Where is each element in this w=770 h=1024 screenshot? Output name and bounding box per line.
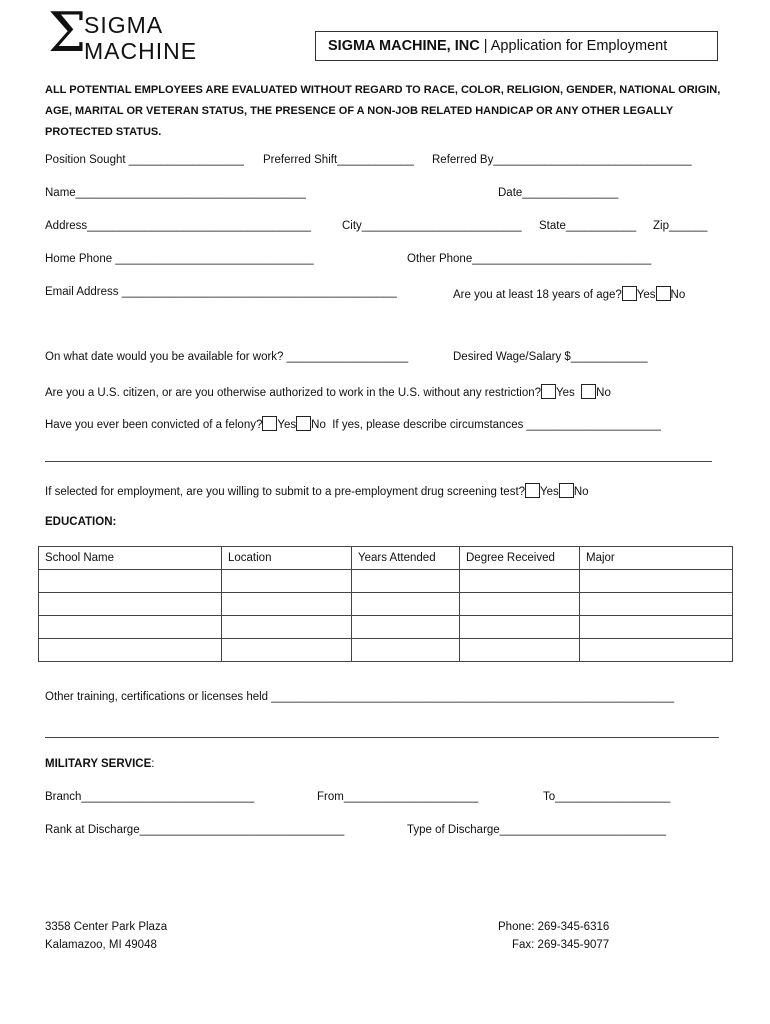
- drug-test-yes-checkbox[interactable]: [525, 483, 540, 498]
- table-cell[interactable]: [352, 593, 460, 616]
- table-cell[interactable]: [352, 639, 460, 662]
- logo-line-1: SIGMA: [84, 12, 164, 38]
- email-field[interactable]: Email Address ___________________________________________: [45, 286, 397, 298]
- citizen-no-label: No: [596, 387, 611, 399]
- table-cell[interactable]: [39, 570, 222, 593]
- felony-yes-label: Yes: [277, 419, 297, 431]
- footer-fax: Fax: 269-345-9077: [512, 939, 610, 951]
- table-cell[interactable]: [222, 593, 352, 616]
- table-cell[interactable]: [460, 639, 580, 662]
- other-phone-field[interactable]: Other Phone____________________________: [407, 253, 652, 265]
- column-major: Major: [580, 547, 733, 570]
- citizen-question: [45, 384, 611, 399]
- table-cell[interactable]: [460, 616, 580, 639]
- drug-test-no-checkbox[interactable]: [559, 483, 574, 498]
- table-cell[interactable]: [39, 616, 222, 639]
- citizen-no-checkbox[interactable]: [581, 384, 596, 399]
- drug-test-question-label: If selected for employment, are you willing to submit to a pre-employment drug screening test?: [45, 486, 526, 498]
- felony-yes-checkbox[interactable]: [262, 416, 277, 431]
- column-school-name: School Name: [39, 547, 222, 570]
- table-row: [39, 570, 733, 593]
- military-heading: [45, 758, 155, 770]
- date-field[interactable]: Date_______________: [498, 187, 619, 199]
- footer-phone: Phone: 269-345-6316: [498, 921, 610, 933]
- military-heading-label: MILITARY SERVICE: [45, 758, 152, 770]
- company-name: SIGMA MACHINE, INC: [328, 38, 480, 54]
- referred-by-field[interactable]: Referred By_______________________________: [432, 154, 692, 166]
- available-date-field[interactable]: On what date would you be available for work? ___________________: [45, 351, 409, 363]
- age-no-checkbox[interactable]: [656, 286, 671, 301]
- table-cell[interactable]: [460, 570, 580, 593]
- column-location: Location: [222, 547, 352, 570]
- military-heading-colon: :: [151, 758, 155, 770]
- table-cell[interactable]: [39, 639, 222, 662]
- table-cell[interactable]: [352, 616, 460, 639]
- preferred-shift-field[interactable]: Preferred Shift____________: [263, 154, 414, 166]
- name-field[interactable]: Name____________________________________: [45, 187, 306, 199]
- table-cell[interactable]: [580, 639, 733, 662]
- table-cell[interactable]: [580, 593, 733, 616]
- age-question-label: Are you at least 18 years of age?: [453, 289, 622, 301]
- address-field[interactable]: Address___________________________________: [45, 220, 312, 232]
- branch-field[interactable]: Branch___________________________: [45, 791, 255, 803]
- rank-at-discharge-field[interactable]: Rank at Discharge________________________________: [45, 824, 345, 836]
- age-yes-label: Yes: [636, 289, 656, 301]
- table-cell[interactable]: [39, 593, 222, 616]
- table-cell[interactable]: [460, 593, 580, 616]
- drug-test-question: [45, 483, 589, 498]
- education-heading: EDUCATION:: [45, 516, 117, 528]
- form-title: Application for Employment: [490, 38, 668, 54]
- zip-field[interactable]: Zip______: [653, 220, 708, 232]
- sigma-symbol: Σ: [48, 1, 87, 64]
- form-header: [315, 31, 718, 61]
- citizen-yes-label: Yes: [556, 387, 575, 399]
- other-training-line[interactable]: [45, 737, 719, 738]
- eeo-notice: ALL POTENTIAL EMPLOYEES ARE EVALUATED WITHOUT REGARD TO RACE, COLOR, RELIGION, GENDER, NATIONAL ORIGIN, AGE, MARITAL OR VETERAN STATUS, THE PRESENCE OF A NON-JOB RELATED HANDICAP OR ANY OTHER LEGALLY PROTECTED STATUS.: [45, 84, 721, 138]
- age-no-label: No: [670, 289, 686, 301]
- state-field[interactable]: State___________: [539, 220, 637, 232]
- logo-line-2: MACHINE: [84, 38, 198, 64]
- column-years-attended: Years Attended: [352, 547, 460, 570]
- home-phone-field[interactable]: Home Phone _______________________________: [45, 253, 314, 265]
- felony-question-label: Have you ever been convicted of a felony?: [45, 419, 263, 431]
- felony-no-checkbox[interactable]: [296, 416, 311, 431]
- from-field[interactable]: From_____________________: [317, 791, 479, 803]
- education-header-row: [39, 547, 733, 570]
- table-cell[interactable]: [580, 616, 733, 639]
- other-training-field[interactable]: Other training, certifications or licenses held _______________________________________________________________: [45, 691, 675, 703]
- table-cell[interactable]: [222, 639, 352, 662]
- position-sought-field[interactable]: Position Sought __________________: [45, 154, 244, 166]
- type-of-discharge-field[interactable]: Type of Discharge__________________________: [407, 824, 666, 836]
- table-row: [39, 639, 733, 662]
- city-field[interactable]: City_________________________: [342, 220, 522, 232]
- drug-test-yes-label: Yes: [540, 486, 559, 498]
- table-row: [39, 616, 733, 639]
- to-field[interactable]: To__________________: [543, 791, 671, 803]
- citizen-yes-checkbox[interactable]: [541, 384, 556, 399]
- felony-describe-field[interactable]: If yes, please describe circumstances _____________________: [332, 419, 661, 431]
- footer-street: 3358 Center Park Plaza: [45, 921, 168, 933]
- table-row: [39, 593, 733, 616]
- table-cell[interactable]: [222, 616, 352, 639]
- drug-test-no-label: No: [573, 486, 589, 498]
- age-yes-checkbox[interactable]: [622, 286, 637, 301]
- education-table: [38, 546, 733, 662]
- desired-wage-field[interactable]: Desired Wage/Salary $____________: [453, 351, 648, 363]
- header-separator: |: [483, 38, 488, 54]
- table-cell[interactable]: [352, 570, 460, 593]
- table-cell[interactable]: [222, 570, 352, 593]
- felony-no-label: No: [311, 419, 326, 431]
- footer-city-state: Kalamazoo, MI 49048: [45, 939, 157, 951]
- column-degree-received: Degree Received: [460, 547, 580, 570]
- felony-question: [45, 416, 661, 431]
- citizen-question-label: Are you a U.S. citizen, or are you otherwise authorized to work in the U.S. without any restriction?: [45, 387, 542, 399]
- felony-description-line[interactable]: [45, 461, 712, 462]
- age-question: [453, 286, 685, 301]
- table-cell[interactable]: [580, 570, 733, 593]
